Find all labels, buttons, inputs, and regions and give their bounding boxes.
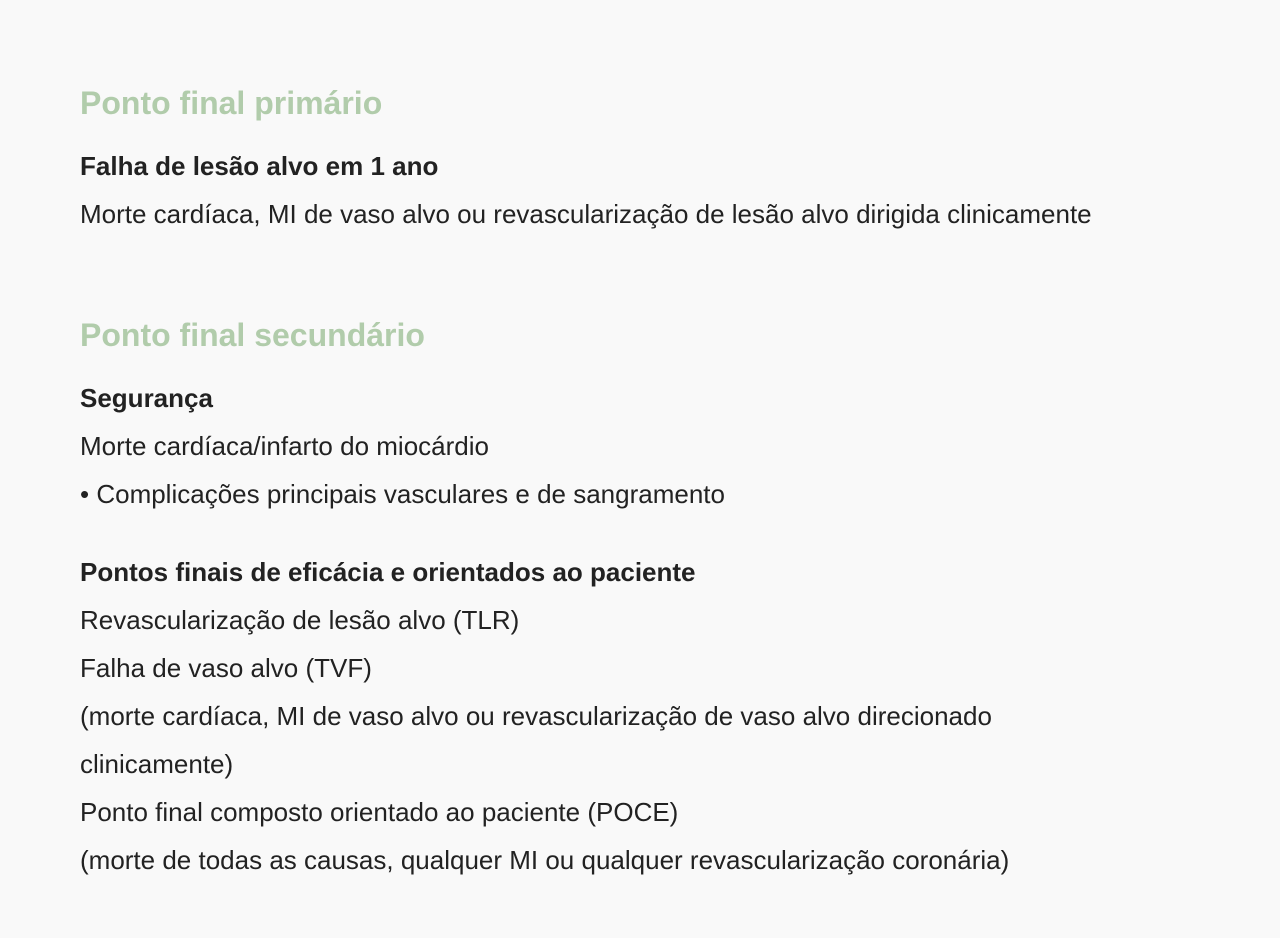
efficacy-subheading: Pontos finais de eficácia e orientados ao paciente [80, 557, 696, 587]
primary-endpoint-description: Morte cardíaca, MI de vaso alvo ou revascularização de lesão alvo dirigida clinicamente [80, 199, 1092, 229]
efficacy-line: (morte de todas as causas, qualquer MI ou qualquer revascularização coronária) [80, 845, 1010, 875]
safety-line: • Complicações principais vasculares e de sangramento [80, 479, 725, 509]
secondary-endpoint-heading: Ponto final secundário [80, 317, 425, 353]
efficacy-line: Falha de vaso alvo (TVF) [80, 653, 372, 683]
efficacy-line: Revascularização de lesão alvo (TLR) [80, 605, 520, 635]
efficacy-line: clinicamente) [80, 749, 234, 779]
primary-endpoint-heading: Ponto final primário [80, 85, 383, 121]
safety-subheading: Segurança [80, 383, 213, 413]
primary-endpoint-subheading: Falha de lesão alvo em 1 ano [80, 151, 439, 181]
efficacy-line: (morte cardíaca, MI de vaso alvo ou revascularização de vaso alvo direcionado [80, 701, 992, 731]
efficacy-line: Ponto final composto orientado ao paciente (POCE) [80, 797, 679, 827]
safety-line: Morte cardíaca/infarto do miocárdio [80, 431, 489, 461]
